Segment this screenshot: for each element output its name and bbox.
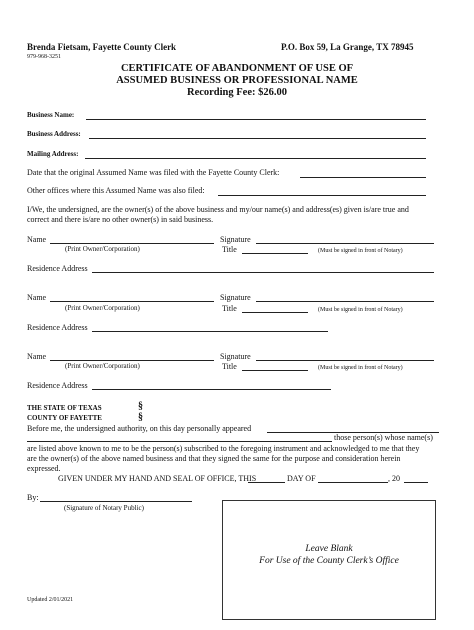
year-prefix-text: , 20 [388, 474, 400, 483]
owner-1-signature-label: Signature [220, 235, 251, 244]
owner-3-name-label: Name [27, 352, 47, 361]
form-title-line-2: ASSUMED BUSINESS OR PROFESSIONAL NAME [116, 75, 358, 86]
owner-2-signature-field[interactable] [256, 301, 434, 302]
owner-1-print-hint: (Print Owner/Corporation) [65, 245, 140, 253]
notary-signature-hint: (Signature of Notary Public) [64, 504, 144, 512]
notary-para-line-3: expressed. [27, 464, 61, 473]
clerk-office-text: For Use of the County Clerk’s Office [259, 556, 399, 566]
owner-2-residence-label: Residence Address [27, 323, 88, 332]
notary-para-line-2: are the owner(s) of the above named business and that they signed the same for the purpose and consideration herein [27, 454, 401, 463]
owner-3-title-label: Title [222, 362, 237, 371]
mailing-address-field[interactable] [85, 158, 426, 159]
day-of-text: DAY OF [287, 474, 316, 483]
month-field[interactable] [318, 482, 388, 483]
persons-text: those person(s) whose name(s) [334, 433, 433, 442]
day-field[interactable] [248, 482, 285, 483]
clerk-phone: 979-968-3251 [27, 54, 61, 60]
owner-3-name-field[interactable] [50, 360, 214, 361]
by-label: By: [27, 493, 39, 502]
recording-fee: Recording Fee: $26.00 [186, 87, 288, 98]
owner-2-title-field[interactable] [242, 312, 308, 313]
owner-statement-line-2: correct and there is/are no other owner(s) in said business. [27, 215, 214, 224]
owner-3-signature-label: Signature [220, 352, 251, 361]
business-name-label: Business Name: [27, 111, 75, 119]
owner-1-residence-field[interactable] [92, 272, 434, 273]
other-offices-field[interactable] [218, 195, 426, 196]
owner-3-residence-label: Residence Address [27, 381, 88, 390]
owner-1-name-label: Name [27, 235, 47, 244]
owner-3-title-field[interactable] [242, 370, 308, 371]
state-heading: THE STATE OF TEXAS [27, 404, 102, 412]
owner-1-title-label: Title [222, 245, 237, 254]
owner-1-name-field[interactable] [50, 243, 214, 244]
business-address-label: Business Address: [27, 130, 81, 138]
clerk-name: Brenda Fietsam, Fayette County Clerk [27, 42, 177, 52]
owner-1-signature-field[interactable] [256, 243, 434, 244]
updated-date: Updated 2/01/2021 [27, 597, 74, 603]
owner-3-notary-hint: (Must be signed in front of Notary) [318, 365, 403, 371]
date-filed-label: Date that the original Assumed Name was filed with the Fayette County Clerk: [27, 168, 280, 177]
county-heading: COUNTY OF FAYETTE [27, 414, 102, 422]
form-title-line-1: CERTIFICATE OF ABANDONMENT OF USE OF [120, 63, 354, 74]
owner-3-print-hint: (Print Owner/Corporation) [65, 362, 140, 370]
owner-3-residence-field[interactable] [92, 389, 331, 390]
owner-2-notary-hint: (Must be signed in front of Notary) [318, 307, 403, 313]
owner-2-print-hint: (Print Owner/Corporation) [65, 304, 140, 312]
business-name-field[interactable] [86, 119, 426, 120]
owner-statement-line-1: I/We, the undersigned, are the owner(s) of the above business and my/our name(s) and address(es) given is/are true and [27, 205, 409, 214]
owner-2-name-field[interactable] [50, 301, 214, 302]
owner-2-name-label: Name [27, 293, 47, 302]
owner-2-title-label: Title [222, 304, 237, 313]
given-under-text: GIVEN UNDER MY HAND AND SEAL OF OFFICE, THIS [58, 474, 257, 483]
owner-1-title-field[interactable] [242, 253, 308, 254]
owner-3-signature-field[interactable] [256, 360, 434, 361]
owner-2-residence-field[interactable] [92, 331, 328, 332]
business-address-field[interactable] [89, 138, 426, 139]
leave-blank-text: Leave Blank [305, 544, 353, 554]
notary-signature-field[interactable] [40, 501, 192, 502]
section-symbol-1: § [138, 401, 143, 412]
owner-1-residence-label: Residence Address [27, 264, 88, 273]
notary-para-line-1: are listed above known to me to be the person(s) subscribed to the foregoing instrument and acknowledged to me that they [27, 444, 420, 453]
owner-1-notary-hint: (Must be signed in front of Notary) [318, 248, 403, 254]
section-symbol-2: § [138, 412, 143, 423]
before-me-text: Before me, the undersigned authority, on this day personally appeared [27, 424, 252, 433]
clerk-address: P.O. Box 59, La Grange, TX 78945 [281, 42, 414, 52]
mailing-address-label: Mailing Address: [27, 150, 79, 158]
owner-2-signature-label: Signature [220, 293, 251, 302]
year-field[interactable] [404, 482, 428, 483]
other-offices-label: Other offices where this Assumed Name was also filed: [27, 186, 205, 195]
date-filed-field[interactable] [300, 177, 426, 178]
appeared-field-2[interactable] [27, 441, 332, 442]
